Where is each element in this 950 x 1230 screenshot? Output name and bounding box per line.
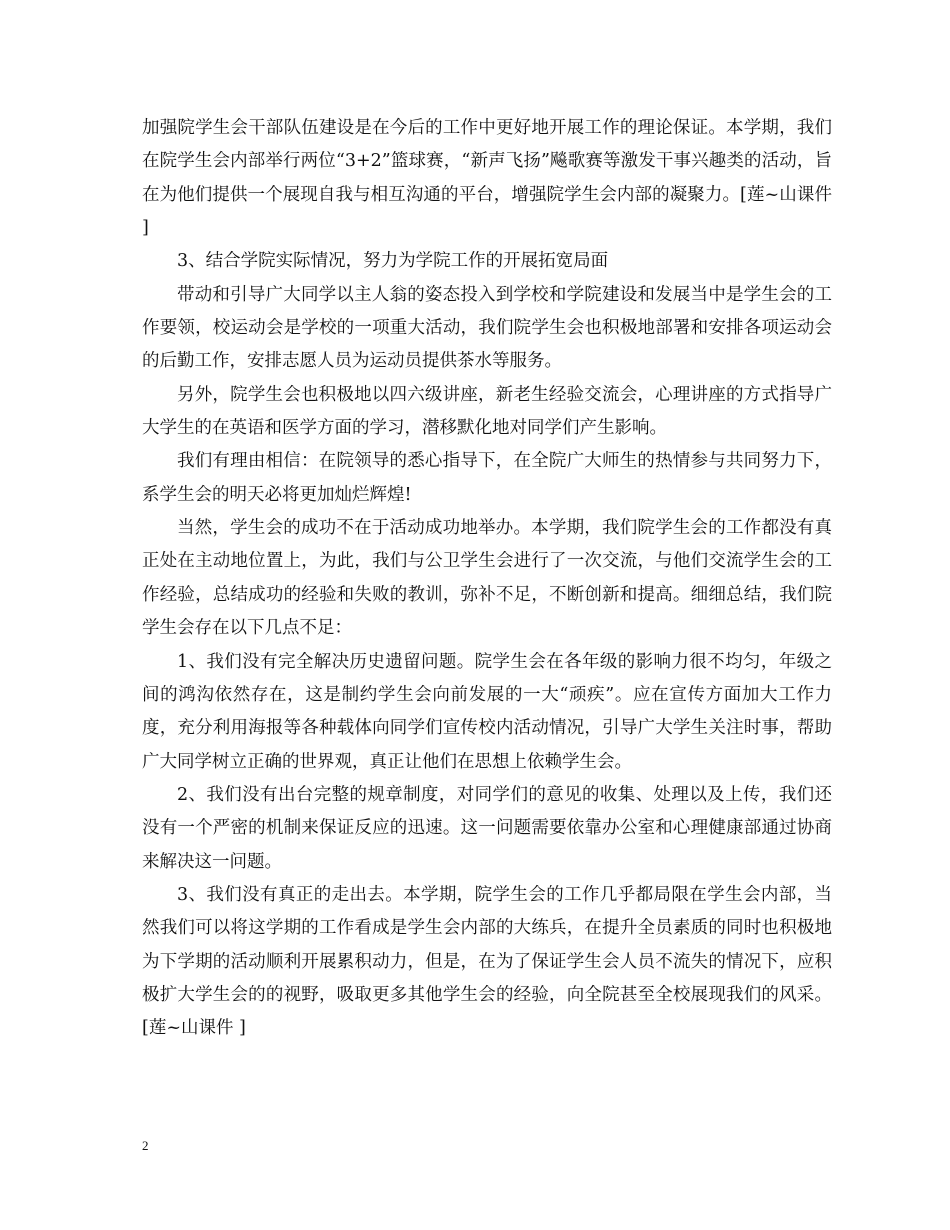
paragraph-6: 当然，学生会的成功不在于活动成功地举办。本学期，我们院学生会的工作都没有真正处在主动地位置上，为此，我们与公卫学生会进行了一次交流，与他们交流学生会的工作经验，总结成功的经验和失败的教训，弥补不足，不断创新和提高。细细总结，我们院学生会存在以下几点不足：: [142, 518, 832, 639]
paragraph-2: 3、结合学院实际情况，努力为学院工作的开展拓宽局面: [177, 251, 609, 272]
paragraph-7: 1、我们没有完全解决历史遗留问题。院学生会在各年级的影响力很不均匀，年级之间的鸿沟依然存在，这是制约学生会向前发展的一大“顽疾”。应在宣传方面加大工作力度，充分利用海报等各种载体向同学们宣传校内活动情况，引导广大学生关注时事，帮助广大同学树立正确的世界观，真正让他们在思想上依赖学生会。: [142, 651, 832, 772]
paragraph-8: 2、我们没有出台完整的规章制度，对同学们的意见的收集、处理以及上传，我们还没有一个严密的机制来保证反应的迅速。这一问题需要依靠办公室和心理健康部通过协商来解决这一问题。: [142, 784, 832, 872]
paragraph-4: 另外，院学生会也积极地以四六级讲座，新老生经验交流会，心理讲座的方式指导广大学生的在英语和医学方面的学习，潜移默化地对同学们产生影响。: [142, 384, 832, 439]
paragraph-9: 3、我们没有真正的走出去。本学期，院学生会的工作几乎都局限在学生会内部，当然我们可以将这学期的工作看成是学生会内部的大练兵，在提升全员素质的同时也积极地为下学期的活动顺利开展累积动力，但是，在为了保证学生会人员不流失的情况下，应积极扩大学生会的的视野，吸取更多其他学生会的经验，向全院甚至全校展现我们的风采。[莲~山课件 ]: [142, 884, 832, 1039]
page-number: 2: [142, 1138, 149, 1153]
paragraph-5: 我们有理由相信：在院领导的悉心指导下，在全院广大师生的热情参与共同努力下，系学生会的明天必将更加灿烂辉煌!: [142, 451, 832, 505]
document-body: [142, 112, 832, 1046]
paragraph-1: 加强院学生会干部队伍建设是在今后的工作中更好地开展工作的理论保证。本学期，我们在院学生会内部举行两位“3+2”篮球赛，“新声飞扬”飚歌赛等激发干事兴趣类的活动，旨在为他们提供一个展现自我与相互沟通的平台，增强院学生会内部的凝聚力。[莲~山课件 ]: [142, 118, 832, 239]
paragraph-3: 带动和引导广大同学以主人翁的姿态投入到学校和学院建设和发展当中是学生会的工作要领，校运动会是学校的一项重大活动，我们院学生会也积极地部署和安排各项运动会的后勤工作，安排志愿人员为运动员提供茶水等服务。: [142, 284, 832, 372]
